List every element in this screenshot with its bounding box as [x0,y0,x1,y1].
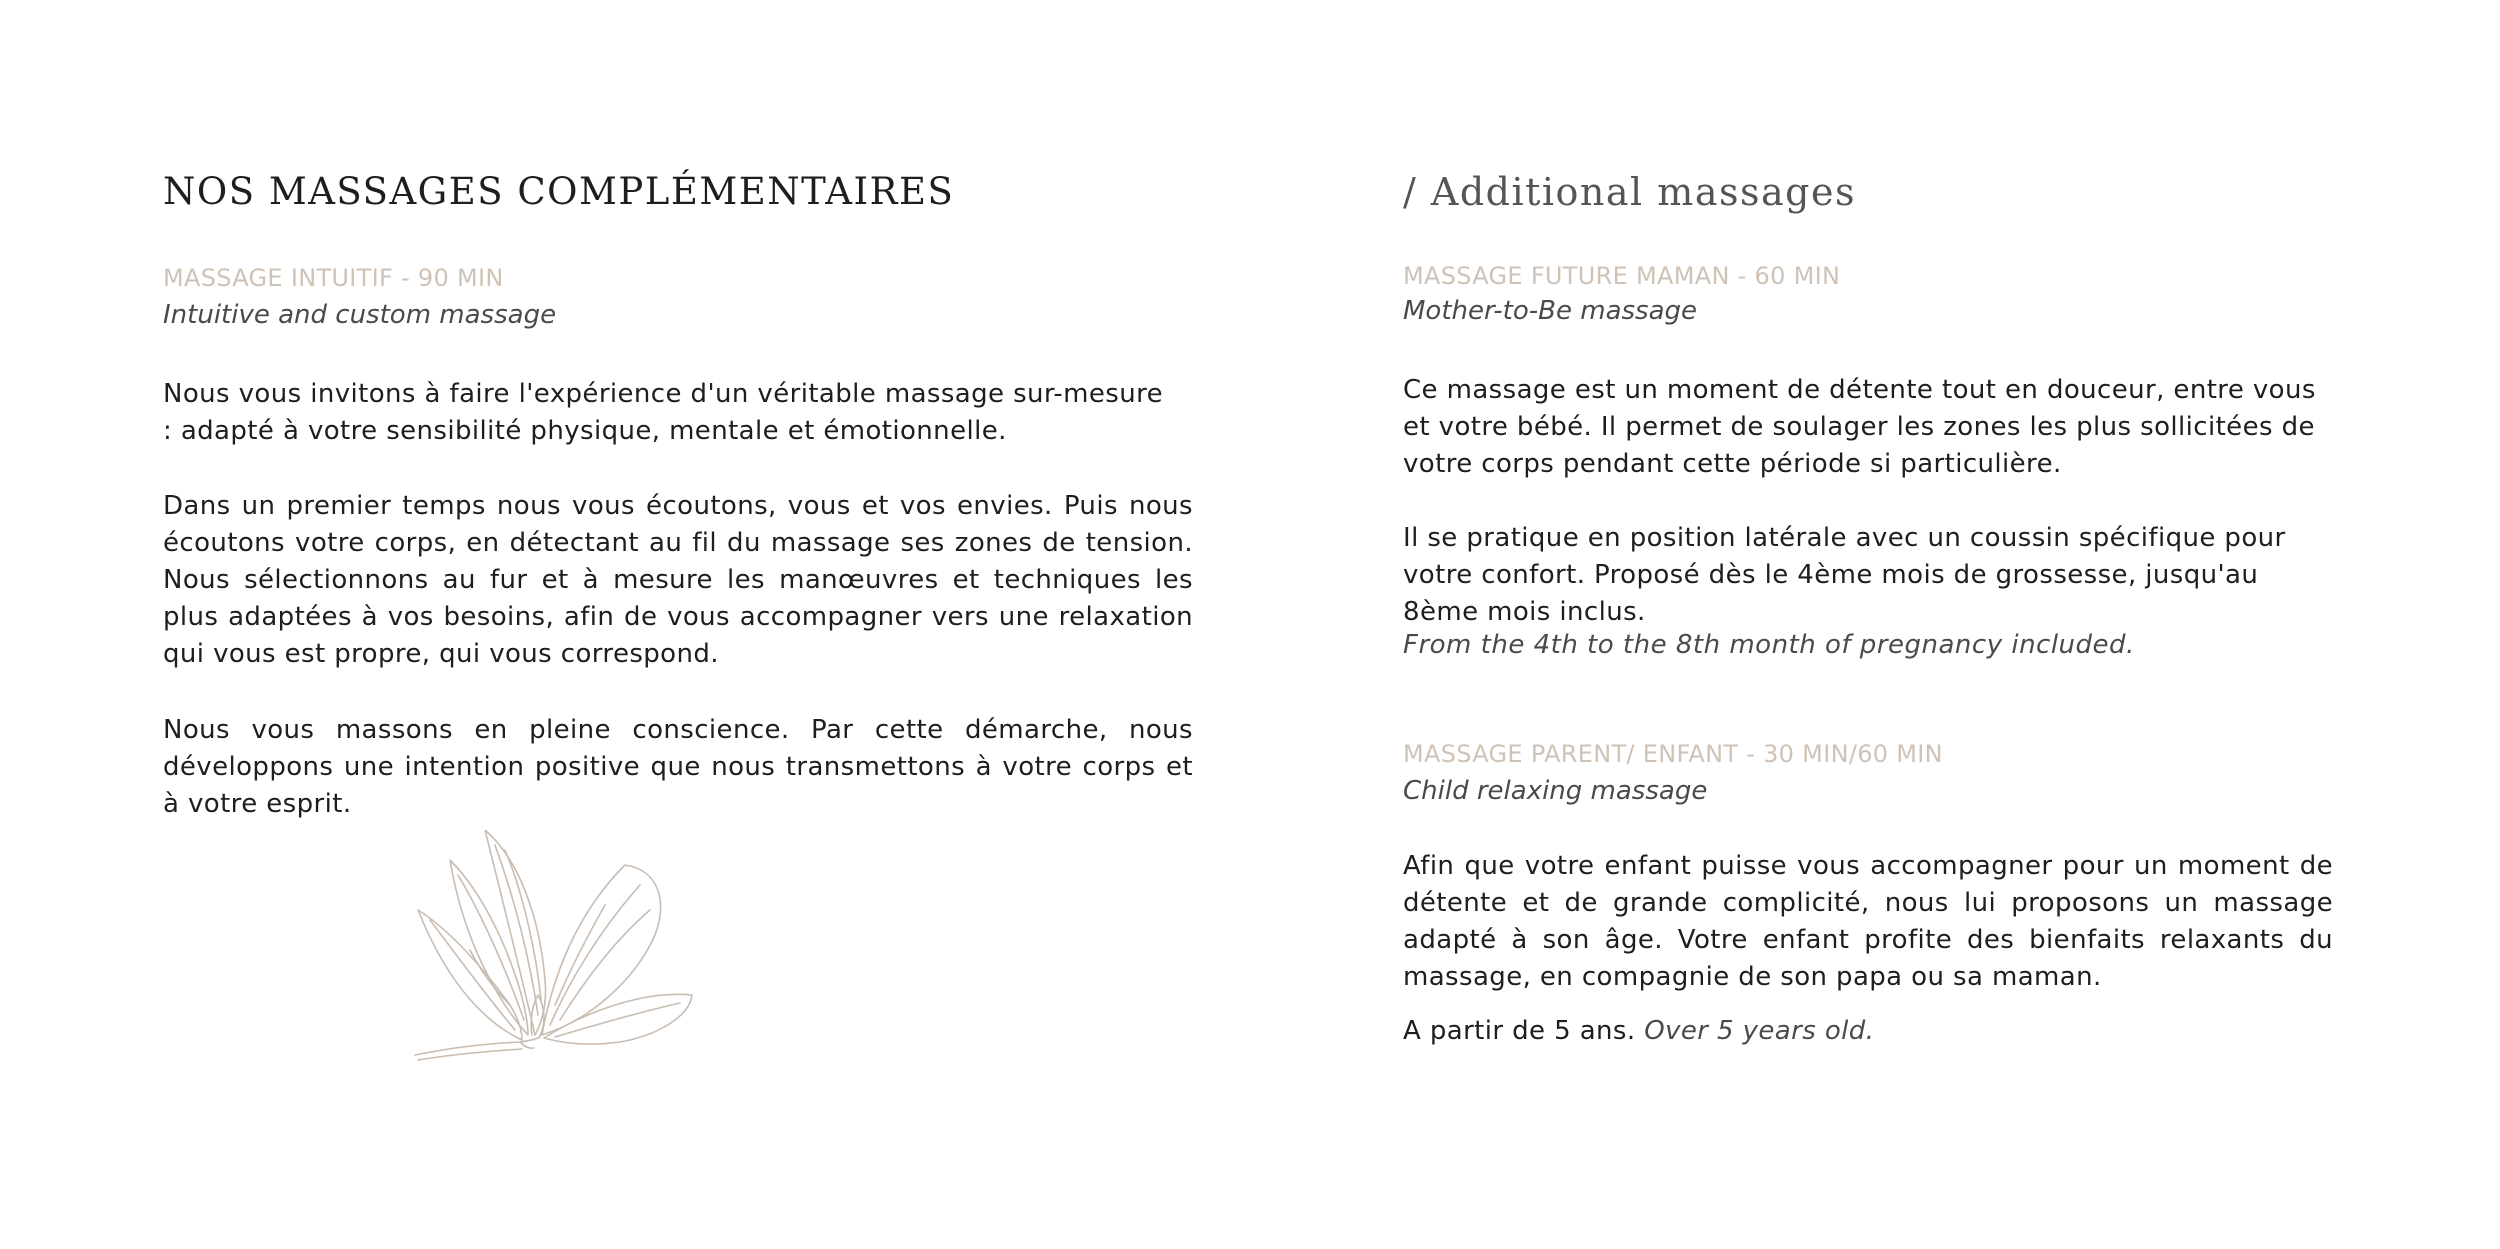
paragraph-mindfulness: Nous vous massons en pleine conscience. Par cette démarche, nous développons une intention positive que nous transmettons à votre corps et à votre esprit. [163,715,1193,819]
magnolia-flower-illustration [410,830,695,1065]
service-subtitle-mother: Mother-to-Be massage [1403,296,1698,326]
page-title-en: / Additional massages [1403,170,1856,214]
service-title-parent-child: MASSAGE PARENT/ ENFANT - 30 MIN/60 MIN [1403,740,1943,768]
paragraph-intro: Nous vous invitons à faire l'expérience d'un véritable massage sur-mesure : adapté à votre sensibilité physique, mentale et émotionnelle. [163,379,1163,446]
service-title-intuitive: MASSAGE INTUITIF - 90 MIN [163,264,504,292]
service-subtitle-child: Child relaxing massage [1403,776,1708,806]
paragraph-approach: Dans un premier temps nous vous écoutons, vous et vos envies. Puis nous écoutons votre corps, en détectant au fil du massage ses zones de tension. Nous sélectionnons au fur et à mesure les manœuvres et techniques les plus adaptées à vos besoins, afin de vous accompagner vers une relaxation qui vous est propre, qui vous correspond. [163,491,1193,669]
paragraph-mother-position: Il se pratique en position latérale avec un coussin spécifique pour votre confort. Proposé dès le 4ème mois de grossesse, jusqu'au 8ème mois inclus. [1403,523,2286,627]
age-requirement-fr: A partir de 5 ans. [1403,1016,1636,1046]
age-requirement [1403,1013,2333,1050]
page-title-fr: NOS MASSAGES COMPLÉMENTAIRES [163,170,955,213]
paragraph-parent-child: Afin que votre enfant puisse vous accompagner pour un moment de détente et de grande complicité, nous lui proposons un massage adapté à son âge. Votre enfant profite des bienfaits relaxants du massage, en compagnie de son papa ou sa maman. [1403,851,2333,992]
note-mother-months: From the 4th to the 8th month of pregnancy included. [1403,630,2135,660]
service-title-mother: MASSAGE FUTURE MAMAN - 60 MIN [1403,262,1841,290]
paragraph-mother-intro: Ce massage est un moment de détente tout en douceur, entre vous et votre bébé. Il permet de soulager les zones les plus sollicitées de votre corps pendant cette période si particulière. [1403,375,2316,479]
age-requirement-en: Over 5 years old. [1644,1016,1875,1046]
service-subtitle-intuitive: Intuitive and custom massage [163,300,557,330]
